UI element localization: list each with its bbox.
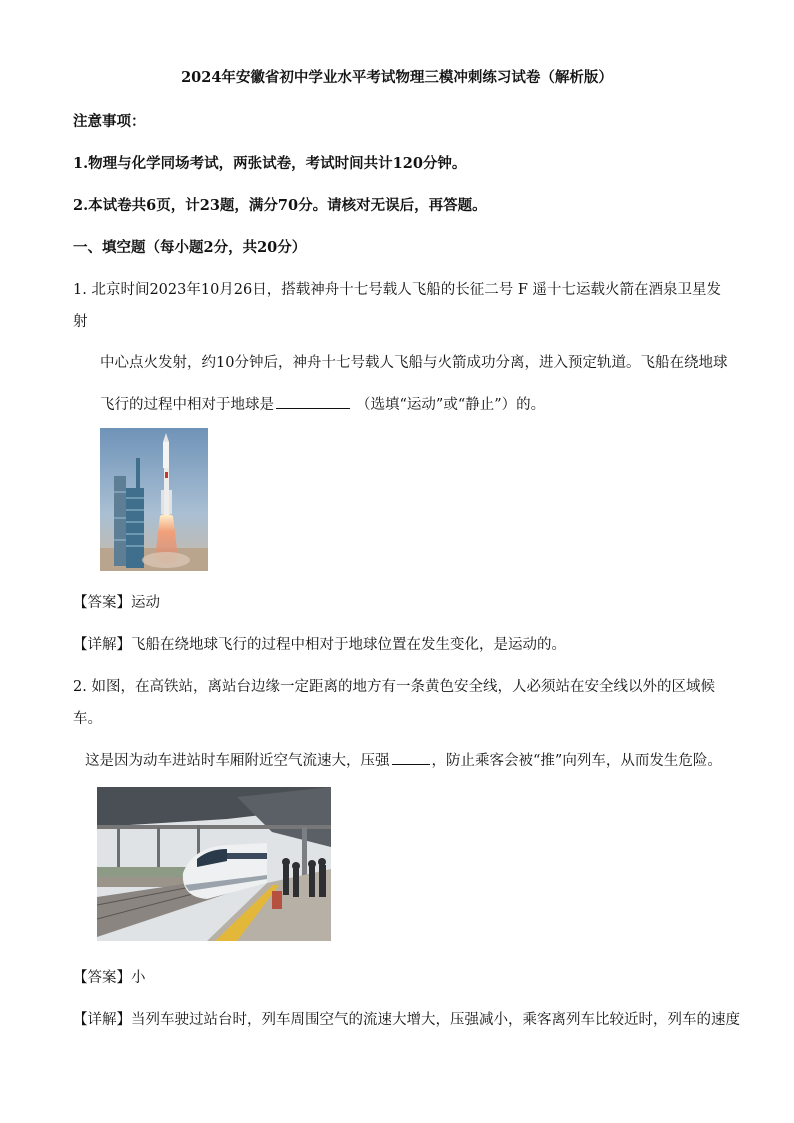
answer-blank-2[interactable] <box>392 750 430 765</box>
detail-text: 飞船在绕地球飞行的过程中相对于地球位置在发生变化，是运动的。 <box>131 637 566 653</box>
question-1-detail <box>73 633 566 654</box>
question-1-text-line2: 中心点火发射，约10分钟后，神舟十七号载人飞船与火箭成功分离，进入预定轨道。飞船在绕地球 <box>100 355 728 371</box>
answer-tag: 【答案】 <box>73 595 131 611</box>
answer-tag: 【答案】 <box>73 970 131 986</box>
question-1-text: 1. 北京时间2023年10月26日，搭载神舟十七号载人飞船的长征二号 F 遥十七运载火箭在酒泉卫星发 <box>73 282 722 298</box>
question-2-text-line2 <box>85 749 722 770</box>
detail-tag: 【详解】 <box>73 637 131 653</box>
answer-value: 小 <box>131 970 146 986</box>
notice-item-2: 2.本试卷共6页，计23题，满分70分。请核对无误后，再答题。 <box>73 197 487 214</box>
answer-blank-1[interactable] <box>276 394 350 409</box>
document-title: 2024年安徽省初中学业水平考试物理三模冲刺练习试卷（解析版） <box>181 69 613 86</box>
high-speed-train-image <box>97 787 331 941</box>
notice-heading: 注意事项： <box>73 113 146 130</box>
question-1-answer <box>73 591 160 612</box>
question-2-prompt-end: ，防止乘客会被“推”向列车，从而发生危险。 <box>431 753 722 769</box>
notice-item-1: 1.物理与化学同场考试，两张试卷，考试时间共计120分钟。 <box>73 155 467 172</box>
question-1-text-wrap: 射 <box>73 314 88 330</box>
question-2-text: 2. 如图，在高铁站，离站台边缘一定距离的地方有一条黄色安全线，人必须站在安全线以外的区域候 <box>73 679 715 695</box>
rocket-launch-image <box>100 428 208 571</box>
detail-text: 当列车驶过站台时，列车周围空气的流速大增大，压强减小，乘客离列车比较近时，列车的速度 <box>131 1012 740 1028</box>
question-2-answer <box>73 966 146 987</box>
section-heading-fill-in: 一、填空题（每小题2分，共20分） <box>73 239 307 256</box>
question-2-prompt: 这是因为动车进站时车厢附近空气流速大，压强 <box>85 753 390 769</box>
question-2-text-wrap: 车。 <box>73 711 102 727</box>
question-1-prompt: 飞行的过程中相对于地球是 <box>100 397 274 413</box>
question-1-text-line3 <box>100 393 545 414</box>
question-1-prompt-end: （选填“运动”或“静止”）的。 <box>356 397 546 413</box>
question-2-detail <box>73 1008 740 1029</box>
answer-value: 运动 <box>131 595 160 611</box>
detail-tag: 【详解】 <box>73 1012 131 1028</box>
